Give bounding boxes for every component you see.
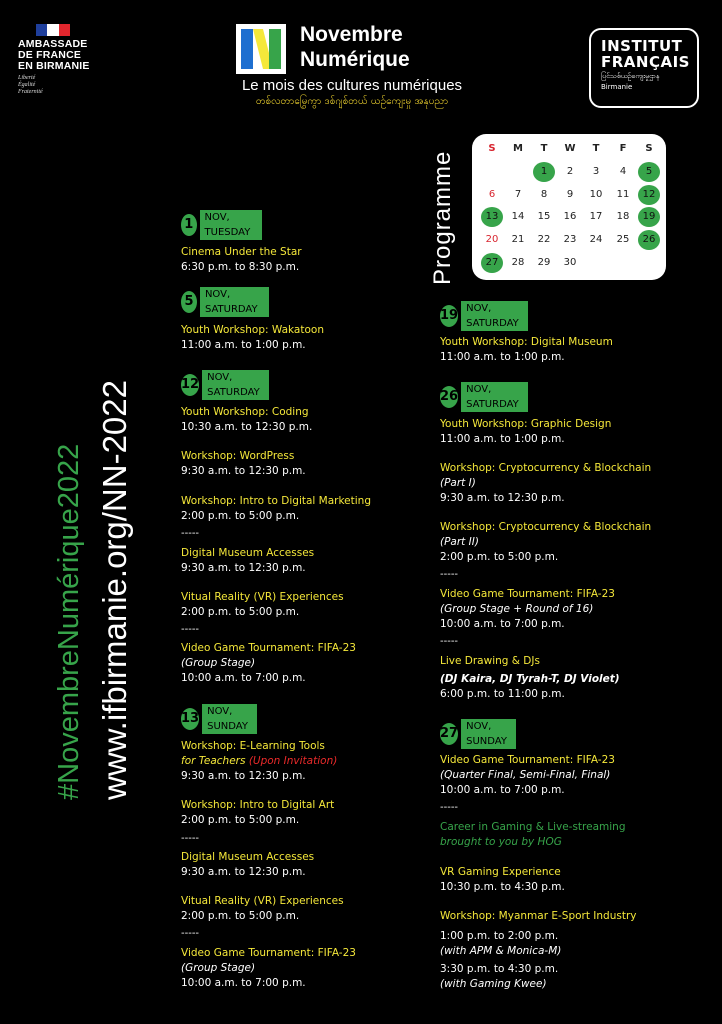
- event-time: 2:00 p.m. to 5:00 p.m.: [440, 551, 559, 563]
- event-time: 2:00 p.m. to 5:00 p.m.: [181, 910, 300, 922]
- event-title-line: Novembre: [300, 23, 403, 46]
- institut-sub: Birmanie: [601, 83, 633, 91]
- separator: -----: [181, 624, 200, 635]
- event-note: (DJ Kaira, DJ Tyrah-T, DJ Violet): [440, 673, 620, 685]
- calendar-day: 2: [566, 166, 574, 177]
- event-item: [181, 405, 312, 435]
- motto-line: Égalité: [18, 82, 36, 88]
- event-title-line: Numérique: [300, 48, 410, 71]
- event-item: [181, 850, 314, 880]
- event-time: 10:00 a.m. to 7:00 p.m.: [181, 977, 306, 989]
- event-subtitle: Le mois des cultures numériques: [241, 77, 463, 94]
- event-title: Vitual Reality (VR) Experiences: [181, 591, 344, 603]
- day-number-badge: 13: [181, 708, 199, 730]
- embassy-line: AMBASSADE: [18, 38, 88, 50]
- hashtag-text: #NovembreNumérique2022: [53, 443, 85, 800]
- event-time: 6:00 p.m. to 11:00 p.m.: [440, 688, 565, 700]
- event-time: 11:00 a.m. to 1:00 p.m.: [440, 433, 565, 445]
- event-item: [181, 894, 344, 924]
- calendar-day-highlighted: 27: [481, 253, 503, 273]
- day-header: [440, 305, 528, 327]
- calendar-day-highlighted: 26: [638, 230, 660, 250]
- calendar-weekday: M: [513, 143, 523, 154]
- event-title: Youth Workshop: Wakatoon: [181, 324, 324, 336]
- calendar-day: 3: [592, 166, 600, 177]
- calendar-weekday: W: [564, 143, 576, 154]
- event-title: Workshop: Intro to Digital Marketing: [181, 495, 371, 507]
- day-header: [181, 214, 262, 236]
- day-header: [181, 374, 269, 396]
- event-item: [181, 323, 324, 353]
- day-number-badge: 5: [181, 291, 197, 313]
- event-title: Video Game Tournament: FIFA-23: [440, 754, 615, 766]
- day-header: [440, 386, 528, 408]
- embassy-line: DE FRANCE: [18, 49, 82, 61]
- event-title: Live Drawing & DJs: [440, 655, 540, 667]
- event-time: 11:00 a.m. to 1:00 p.m.: [440, 351, 565, 363]
- day-label: NOV, SUNDAY: [202, 704, 257, 734]
- event-title: Digital Museum Accesses: [181, 547, 315, 559]
- event-time: 10:00 a.m. to 7:00 p.m.: [181, 672, 306, 684]
- separator: -----: [440, 569, 459, 580]
- calendar-day-highlighted: 12: [638, 185, 660, 205]
- programme-label: Programme: [429, 150, 456, 285]
- calendar-day: 23: [563, 234, 577, 245]
- event-note: brought to you by HOG: [440, 836, 562, 848]
- event-item: [440, 461, 651, 506]
- event-item: [440, 335, 613, 365]
- event-item: [181, 590, 344, 620]
- event-title: Digital Museum Accesses: [181, 851, 315, 863]
- calendar-day: 22: [537, 234, 551, 245]
- embassy-logo: [18, 24, 128, 96]
- calendar-day: 15: [537, 211, 551, 222]
- event-note: (Group Stage + Round of 16): [440, 603, 594, 615]
- event-time: 9:30 a.m. to 12:30 p.m.: [181, 465, 306, 477]
- november-calendar: [472, 134, 666, 280]
- calendar-day: 7: [514, 189, 522, 200]
- event-item: [440, 820, 626, 850]
- motto-line: Liberté: [18, 75, 36, 81]
- event-note: (Group Stage): [181, 657, 256, 669]
- calendar-day: 9: [566, 189, 574, 200]
- event-title: Workshop: Intro to Digital Art: [181, 799, 335, 811]
- calendar-day: 14: [511, 211, 525, 222]
- calendar-day: 4: [619, 166, 627, 177]
- calendar-day-highlighted: 1: [533, 162, 555, 182]
- separator: -----: [440, 636, 459, 647]
- event-title: Youth Workshop: Digital Museum: [440, 336, 613, 348]
- separator: -----: [181, 928, 200, 939]
- calendar-day: 20: [485, 234, 499, 245]
- day-label: NOV, SUNDAY: [461, 719, 516, 749]
- event-title: Video Game Tournament: FIFA-23: [181, 642, 356, 654]
- event-note: (Upon Invitation): [248, 755, 338, 767]
- event-time: 10:00 a.m. to 7:00 p.m.: [440, 618, 565, 630]
- event-time: 6:30 p.m. to 8:30 p.m.: [181, 261, 300, 273]
- calendar-day: 11: [616, 189, 630, 200]
- event-time: 3:30 p.m. to 4:30 p.m.: [440, 963, 559, 975]
- event-note: (with APM & Monica-M): [440, 945, 562, 957]
- day-header: [181, 291, 269, 313]
- website-link[interactable]: www.ifbirmanie.org/NN-2022: [96, 380, 133, 800]
- calendar-day: 16: [563, 211, 577, 222]
- event-title: VR Gaming Experience: [440, 866, 561, 878]
- embassy-line: EN BIRMANIE: [18, 60, 90, 72]
- event-note: (with Gaming Kwee): [440, 978, 547, 990]
- event-item: [440, 909, 637, 992]
- calendar-day: 29: [537, 257, 551, 268]
- day-label: NOV, SATURDAY: [461, 382, 528, 412]
- event-item: [181, 245, 302, 275]
- separator: -----: [181, 833, 200, 844]
- calendar-weekday: T: [592, 143, 600, 154]
- calendar-day: 18: [616, 211, 630, 222]
- event-time: 10:00 a.m. to 7:00 p.m.: [440, 784, 565, 796]
- calendar-day: 28: [511, 257, 525, 268]
- event-title: Workshop: Myanmar E-Sport Industry: [440, 910, 637, 922]
- calendar-day: 24: [589, 234, 603, 245]
- event-title: Cinema Under the Star: [181, 246, 302, 258]
- event-item: [440, 520, 651, 565]
- calendar-day: 17: [589, 211, 603, 222]
- calendar-weekday: F: [619, 143, 627, 154]
- event-time: 11:00 a.m. to 1:00 p.m.: [181, 339, 306, 351]
- event-title: Workshop: WordPress: [181, 450, 295, 462]
- event-title: Career in Gaming & Live-streaming: [440, 821, 626, 833]
- event-time: 9:30 a.m. to 12:30 p.m.: [440, 492, 565, 504]
- event-note: (Quarter Final, Semi-Final, Final): [440, 769, 611, 781]
- day-number-badge: 19: [440, 305, 458, 327]
- event-title: Video Game Tournament: FIFA-23: [181, 947, 356, 959]
- separator: -----: [181, 528, 200, 539]
- day-label: NOV, SATURDAY: [200, 287, 269, 317]
- institut-sub: ပြင်သစ်ယဉ်ကျေးမှုဌာန: [601, 72, 660, 80]
- event-item: [440, 417, 611, 447]
- event-item: [440, 865, 565, 895]
- institut-francais-logo: [589, 28, 699, 108]
- calendar-day-highlighted: 13: [481, 207, 503, 227]
- calendar-day: 6: [488, 189, 496, 200]
- calendar-day: 30: [563, 257, 577, 268]
- event-item: [181, 641, 356, 686]
- event-item: [440, 654, 620, 702]
- event-title-continued: for Teachers: [181, 755, 249, 767]
- motto-line: Fraternité: [18, 89, 43, 95]
- event-item: [440, 753, 615, 798]
- event-note: (Group Stage): [181, 962, 256, 974]
- event-item: [440, 587, 615, 632]
- calendar-weekday: T: [540, 143, 548, 154]
- event-note: (Part I): [440, 477, 476, 489]
- day-number-badge: 26: [440, 386, 458, 408]
- event-item: [181, 494, 371, 524]
- day-label: NOV, SATURDAY: [202, 370, 269, 400]
- day-header: [440, 723, 516, 745]
- event-time: 9:30 a.m. to 12:30 p.m.: [181, 562, 306, 574]
- event-time: 2:00 p.m. to 5:00 p.m.: [181, 510, 300, 522]
- event-time: 2:00 p.m. to 5:00 p.m.: [181, 814, 300, 826]
- event-title: Video Game Tournament: FIFA-23: [440, 588, 615, 600]
- separator: -----: [440, 802, 459, 813]
- calendar-day: 10: [589, 189, 603, 200]
- event-title: Youth Workshop: Graphic Design: [440, 418, 612, 430]
- event-item: [181, 739, 337, 784]
- event-time: 9:30 a.m. to 12:30 p.m.: [181, 770, 306, 782]
- novembre-numerique-logo-icon: [236, 24, 286, 74]
- institut-line: INSTITUT: [601, 37, 683, 55]
- day-number-badge: 27: [440, 723, 458, 745]
- calendar-day-highlighted: 19: [638, 207, 660, 227]
- event-item: [181, 946, 356, 991]
- event-item: [181, 546, 314, 576]
- day-number-badge: 12: [181, 374, 199, 396]
- french-flag-icon: [36, 24, 70, 36]
- calendar-day-highlighted: 5: [638, 162, 660, 182]
- event-time: 10:30 a.m. to 12:30 p.m.: [181, 421, 313, 433]
- calendar-weekday: S: [488, 143, 496, 154]
- event-time: 1:00 p.m. to 2:00 p.m.: [440, 930, 559, 942]
- day-label: NOV, TUESDAY: [200, 210, 262, 240]
- calendar-weekday: S: [645, 143, 653, 154]
- day-number-badge: 1: [181, 214, 197, 236]
- day-label: NOV, SATURDAY: [461, 301, 528, 331]
- event-item: [181, 798, 334, 828]
- calendar-day: 8: [540, 189, 548, 200]
- event-title: Youth Workshop: Coding: [181, 406, 309, 418]
- calendar-day: 25: [616, 234, 630, 245]
- event-time: 2:00 p.m. to 5:00 p.m.: [181, 606, 300, 618]
- event-title: Vitual Reality (VR) Experiences: [181, 895, 344, 907]
- institut-line: FRANÇAIS: [601, 53, 690, 71]
- calendar-day: 21: [511, 234, 525, 245]
- day-header: [181, 708, 257, 730]
- event-time: 10:30 p.m. to 4:30 p.m.: [440, 881, 565, 893]
- event-title: Workshop: Cryptocurrency & Blockchain: [440, 521, 652, 533]
- event-title: Workshop: E-Learning Tools: [181, 740, 325, 752]
- event-note: (Part II): [440, 536, 479, 548]
- event-subtitle-burmese: တစ်လတာမြွေကွာ ဒစ်ဂျစ်တယ် ယဉ်ကျေးမှု အနုပညာ: [255, 96, 449, 107]
- event-time: 9:30 a.m. to 12:30 p.m.: [181, 866, 306, 878]
- event-item: [181, 449, 306, 479]
- event-title: Workshop: Cryptocurrency & Blockchain: [440, 462, 652, 474]
